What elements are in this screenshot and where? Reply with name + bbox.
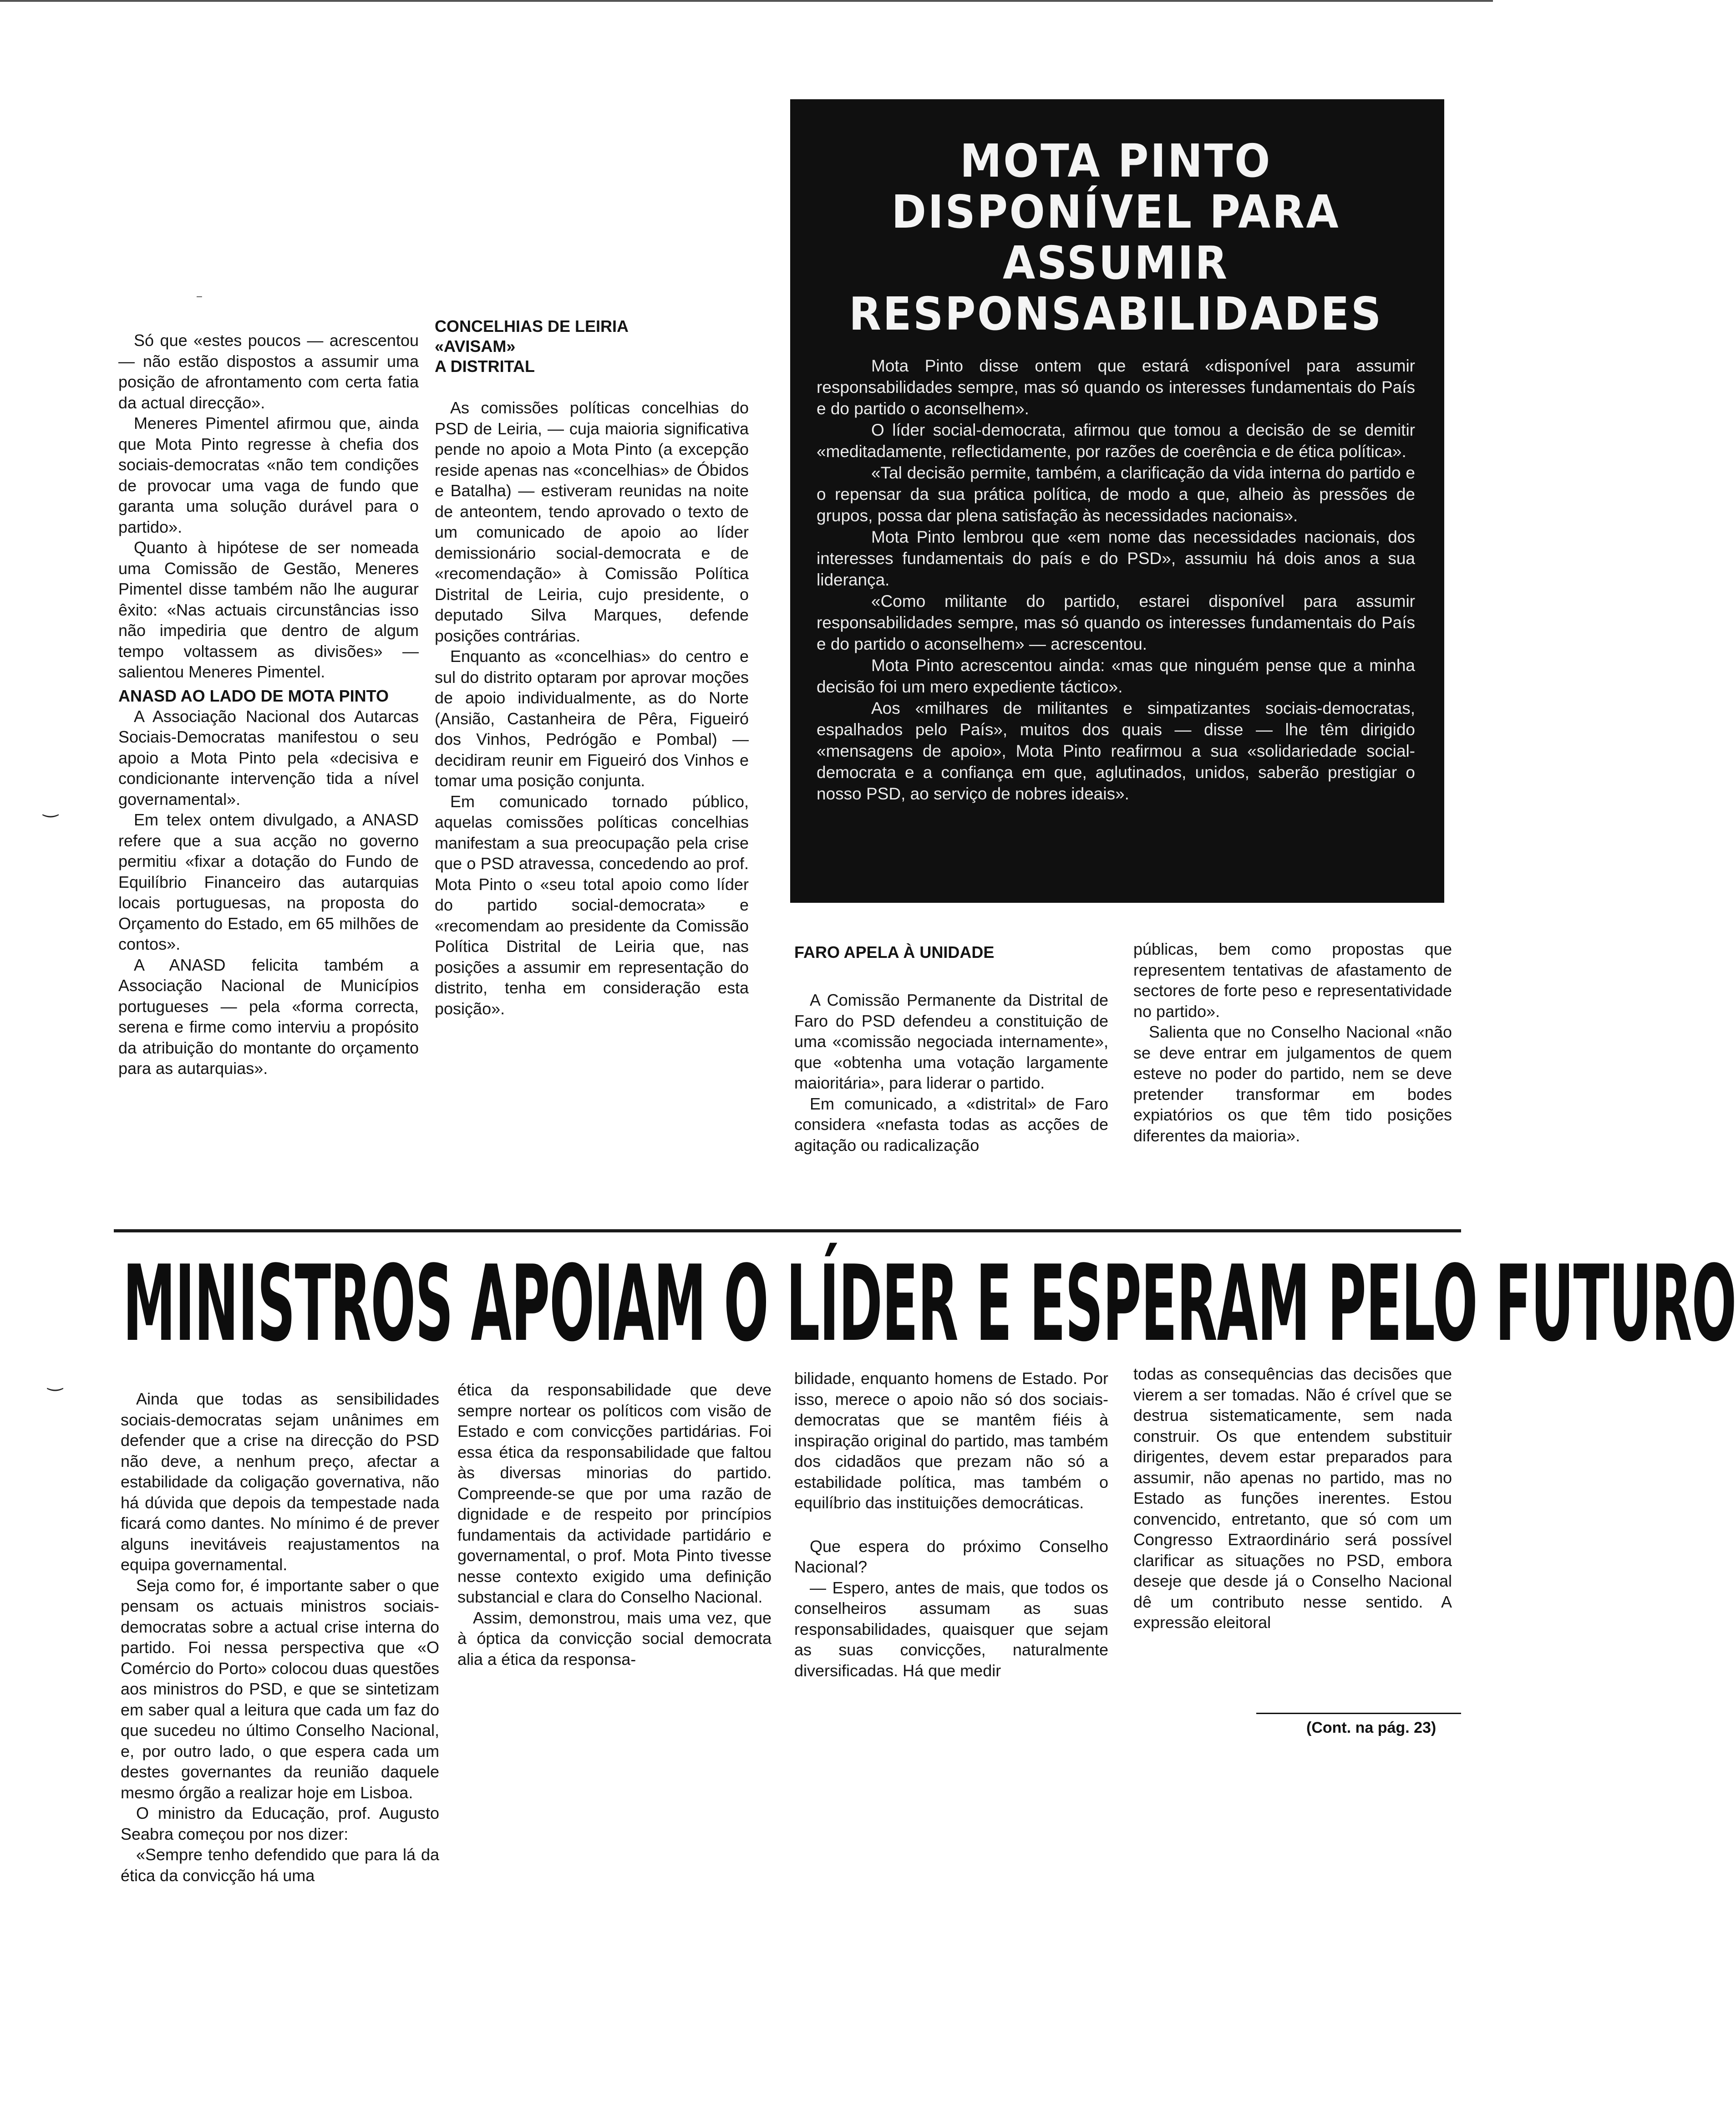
paragraph: A Associação Nacional dos Autarcas Sociais-Democratas manifestou o seu apoio a Mota Pinto pela «decisiva e condicionante intervenção tida a nível governamental». [118,707,419,809]
box-paragraph: O líder social-democrata, afirmou que tomou a decisão de se demitir «meditadamente, reflectidamente, por razões de coerência e de ética política». [817,421,1415,461]
paragraph: Assim, demonstrou, mais uma vez, que à óptica da convicção social democrata alia a ética da responsa- [457,1608,772,1669]
article-column-2 [457,1379,772,1757]
paragraph: A Comissão Permanente da Distrital de Faro do PSD defendeu a constituição de uma «comissão negociada internamente», que «obtenha uma votação largamente maioritária», para liderar o partido. [794,991,1108,1092]
subheading-leiria-line-1: CONCELHIAS DE LEIRIA [435,317,629,336]
box-body [817,355,1415,804]
continued-note: (Cont. na pág. 23) [1306,1719,1437,1736]
article-column-3 [794,1368,1108,1760]
spacer [794,1513,1108,1536]
paragraph: Só que «estes poucos — acrescentou — não estão dispostos a assumir uma posição de afrontamento com certa fatia da actual direcção». [118,331,419,412]
paragraph: As comissões políticas concelhias do PSD de Leiria, — cuja maioria significativa pende no apoio a Mota Pinto (a excepção reside apenas nas «concelhias» de Óbidos e Batalha) — estiveram reunidas na noite de anteontem, tendo aprovado o texto de um comunicado de apoio ao líder demissionário social-democrata e de «recomendação» à Comissão Política Distrital de Leiria, cujo presidente, o deputado Silva Marques, defende posições contrárias. [435,398,749,645]
paragraph: Enquanto as «concelhias» do centro e sul do distrito optaram por aprovar moções de apoio individualmente, as do Norte (Ansião, Castanheira de Pêra, Figueiró dos Vinhos, Pedrógão e Pombal) — decidiram reunir em Figueiró dos Vinhos e tomar uma posição conjunta. [435,647,749,790]
continued-rule [1256,1713,1461,1714]
paragraph: todas as consequências das decisões que vierem a ser tomadas. Não é crível que se destrua sistematicamente, sem nada construir. Os que entendem substituir dirigentes, devem estar preparados para assumir, não apenas no partido, mas no Estado as funções inerentes. Estou convencido, entretanto, que só com um Congresso Extraordinário será possível clarificar as situações no PSD, embora deseje que desde já o Conselho Nacional dê um contributo nesse sentido. A expressão eleitoral [1133,1364,1452,1632]
box-paragraph: Aos «milhares de militantes e simpatizantes sociais-democratas, espalhados pelo País», muitos dos quais — disse — lhe têm dirigido «mensagens de apoio», Mota Pinto reafirmou a sua «solidariedade social-democrata e a confiança em que, aglutinados, unidos, saberão prestigiar o nosso PSD, ao serviço de nobres ideais». [817,699,1415,803]
paragraph: Seja como for, é importante saber o que pensam os actuais ministros sociais-democratas sobre a actual crise interna do partido. Foi nessa perspectiva que «O Comércio do Porto» colocou duas questões aos ministros do PSD, e que se sintetizam em saber qual a leitura que cada um faz do que sucedeu no último Conselho Nacional, e, por outro lado, o que espera cada um destes governantes da reunião daquele mesmo órgão a realizar hoje em Lisboa. [121,1576,439,1802]
subheading-faro: FARO APELA À UNIDADE [794,943,995,962]
column-2 [435,316,749,1227]
paragraph: ética da responsabilidade que deve sempre nortear os políticos com visão de Estado e com convicções partidárias. Foi essa ética da responsabilidade que faltou às diversas minorias do partido. Compreende-se que por uma razão de dignidade e de respeito por princípios fundamentais da actividade partidário e governamental, o prof. Mota Pinto tivesse nesse contexto exigido uma definição substancial e clara do Conselho Nacional. [457,1380,772,1606]
section-rule [114,1229,1461,1232]
paragraph: A ANASD felicita também a Associação Nacional de Municípios portugueses — pela «forma correcta, serena e firme como interviu a propósito da atribuição do montante do orçamento para as autarquias». [118,955,419,1078]
box-paragraph: «Como militante do partido, estarei disponível para assumir responsabilidades sempre, mas só quando os interesses fundamentais do País e do partido o aconselhem» — acrescentou. [817,592,1415,653]
paragraph: «Sempre tenho defendido que para lá da ética da convicção há uma [121,1845,439,1885]
box-paragraph: Mota Pinto lembrou que «em nome das necessidades nacionais, dos interesses fundamentais do país e do PSD», assumiu há dois anos a sua liderança. [817,528,1415,589]
box-title: MOTA PINTO DISPONÍVEL PARA ASSUMIR RESPONSABILIDADES [849,134,1383,341]
paragraph: Meneres Pimentel afirmou que, ainda que Mota Pinto regresse à chefia dos sociais-democratas «não tem condições de provocar uma vaga de fundo que garanta uma solução durável para o partido». [118,414,419,536]
paragraph: Ainda que todas as sensibilidades sociais-democratas sejam unânimes em defender que a crise na direcção do PSD não deve, a nenhum preço, afectar a estabilidade da coligação governativa, não há dúvida que depois da tempestade nada ficará como dantes. No mínimo é de prever alguns inevitáveis reajustamentos na equipa governamental. [121,1389,439,1574]
paragraph: Em telex ontem divulgado, a ANASD refere que a sua acção no governo permitiu «fixar a dotação do Fundo de Equilíbrio Financeiro das autarquias locais portuguesas, na proposta do Orçamento do Estado, em 65 milhões de contos». [118,810,419,953]
column-1 [118,330,419,1231]
column-4 [1133,939,1452,1221]
subheading-leiria-line-2: «AVISAM» [435,337,516,356]
margin-mark: ⁻ [196,291,203,307]
paragraph: O ministro da Educação, prof. Augusto Seabra começou por nos dizer: [121,1804,439,1843]
spacer [435,377,749,397]
subheading-anasd: ANASD AO LADO DE MOTA PINTO [118,686,389,705]
article-column-1 [121,1389,439,2085]
margin-mark: ‿ [43,797,58,818]
paragraph: bilidade, enquanto homens de Estado. Por isso, merece o apoio não só dos sociais-democratas que se mantêm fiéis à inspiração original do partido, mas também dos cidadãos que prezam não só a estabilidade política, mas também o equilíbrio das instituições democráticas. [794,1369,1108,1512]
box-paragraph: Mota Pinto disse ontem que estará «disponível para assumir responsabilidades sempre, mas só quando os interesses fundamentais do País e do partido o aconselhem». [817,356,1415,418]
paragraph: públicas, bem como propostas que representem tentativas de afastamento de sectores de forte peso e representatividade no partido». [1133,940,1452,1021]
paragraph: Salienta que no Conselho Nacional «não se deve entrar em julgamentos de quem esteve no poder do partido, nem se deve pretender transformar em bodes expiatórios os que têm tido posições diferentes da maioria». [1133,1023,1452,1145]
paragraph: Quanto à hipótese de ser nomeada uma Comissão de Gestão, Meneres Pimentel disse também não lhe augurar êxito: «Nas actuais circunstâncias isso não impediria que dentro de algum tempo voltassem as divisões» — salientou Meneres Pimentel. [118,538,419,681]
interview-question: Que espera do próximo Conselho Nacional? [794,1537,1108,1576]
main-headline: MINISTROS APOIAM O LÍDER E ESPERAM PELO FUTURO [123,1243,1736,1365]
spacer [794,962,1108,990]
paragraph: Em comunicado tornado público, aquelas comissões políticas concelhias manifestam a sua preocupação pela crise que o PSD atravessa, concedendo ao prof. Mota Pinto o «seu total apoio como líder do partido social-democrata» e «recomendam ao presidente da Comissão Política Distrital de Leiria que, nas posições a assumir em representação do distrito, tenha em consideração esta posição». [435,792,749,1018]
featured-box [790,99,1444,903]
subheading-leiria-line-3: A DISTRITAL [435,357,535,376]
margin-mark: ‿ [48,1370,63,1391]
box-paragraph: «Tal decisão permite, também, a clarificação da vida interna do partido e o repensar da sua prática política, de modo a que, alheio às pressões de grupos, possa dar plena satisfação às necessidades nacionais». [817,463,1415,525]
paragraph: Em comunicado, a «distrital» de Faro considera «nefasta todas as acções de agitação ou radicalização [794,1094,1108,1155]
top-rule [0,0,1493,2]
column-3 [794,942,1108,1225]
article-column-4 [1133,1364,1452,1691]
paragraph: — Espero, antes de mais, que todos os conselheiros assumam as suas responsabilidades, quaisquer que sejam as suas convicções, naturalmente diversificadas. Há que medir [794,1578,1108,1680]
box-paragraph: Mota Pinto acrescentou ainda: «mas que ninguém pense que a minha decisão foi um mero expediente táctico». [817,656,1415,696]
